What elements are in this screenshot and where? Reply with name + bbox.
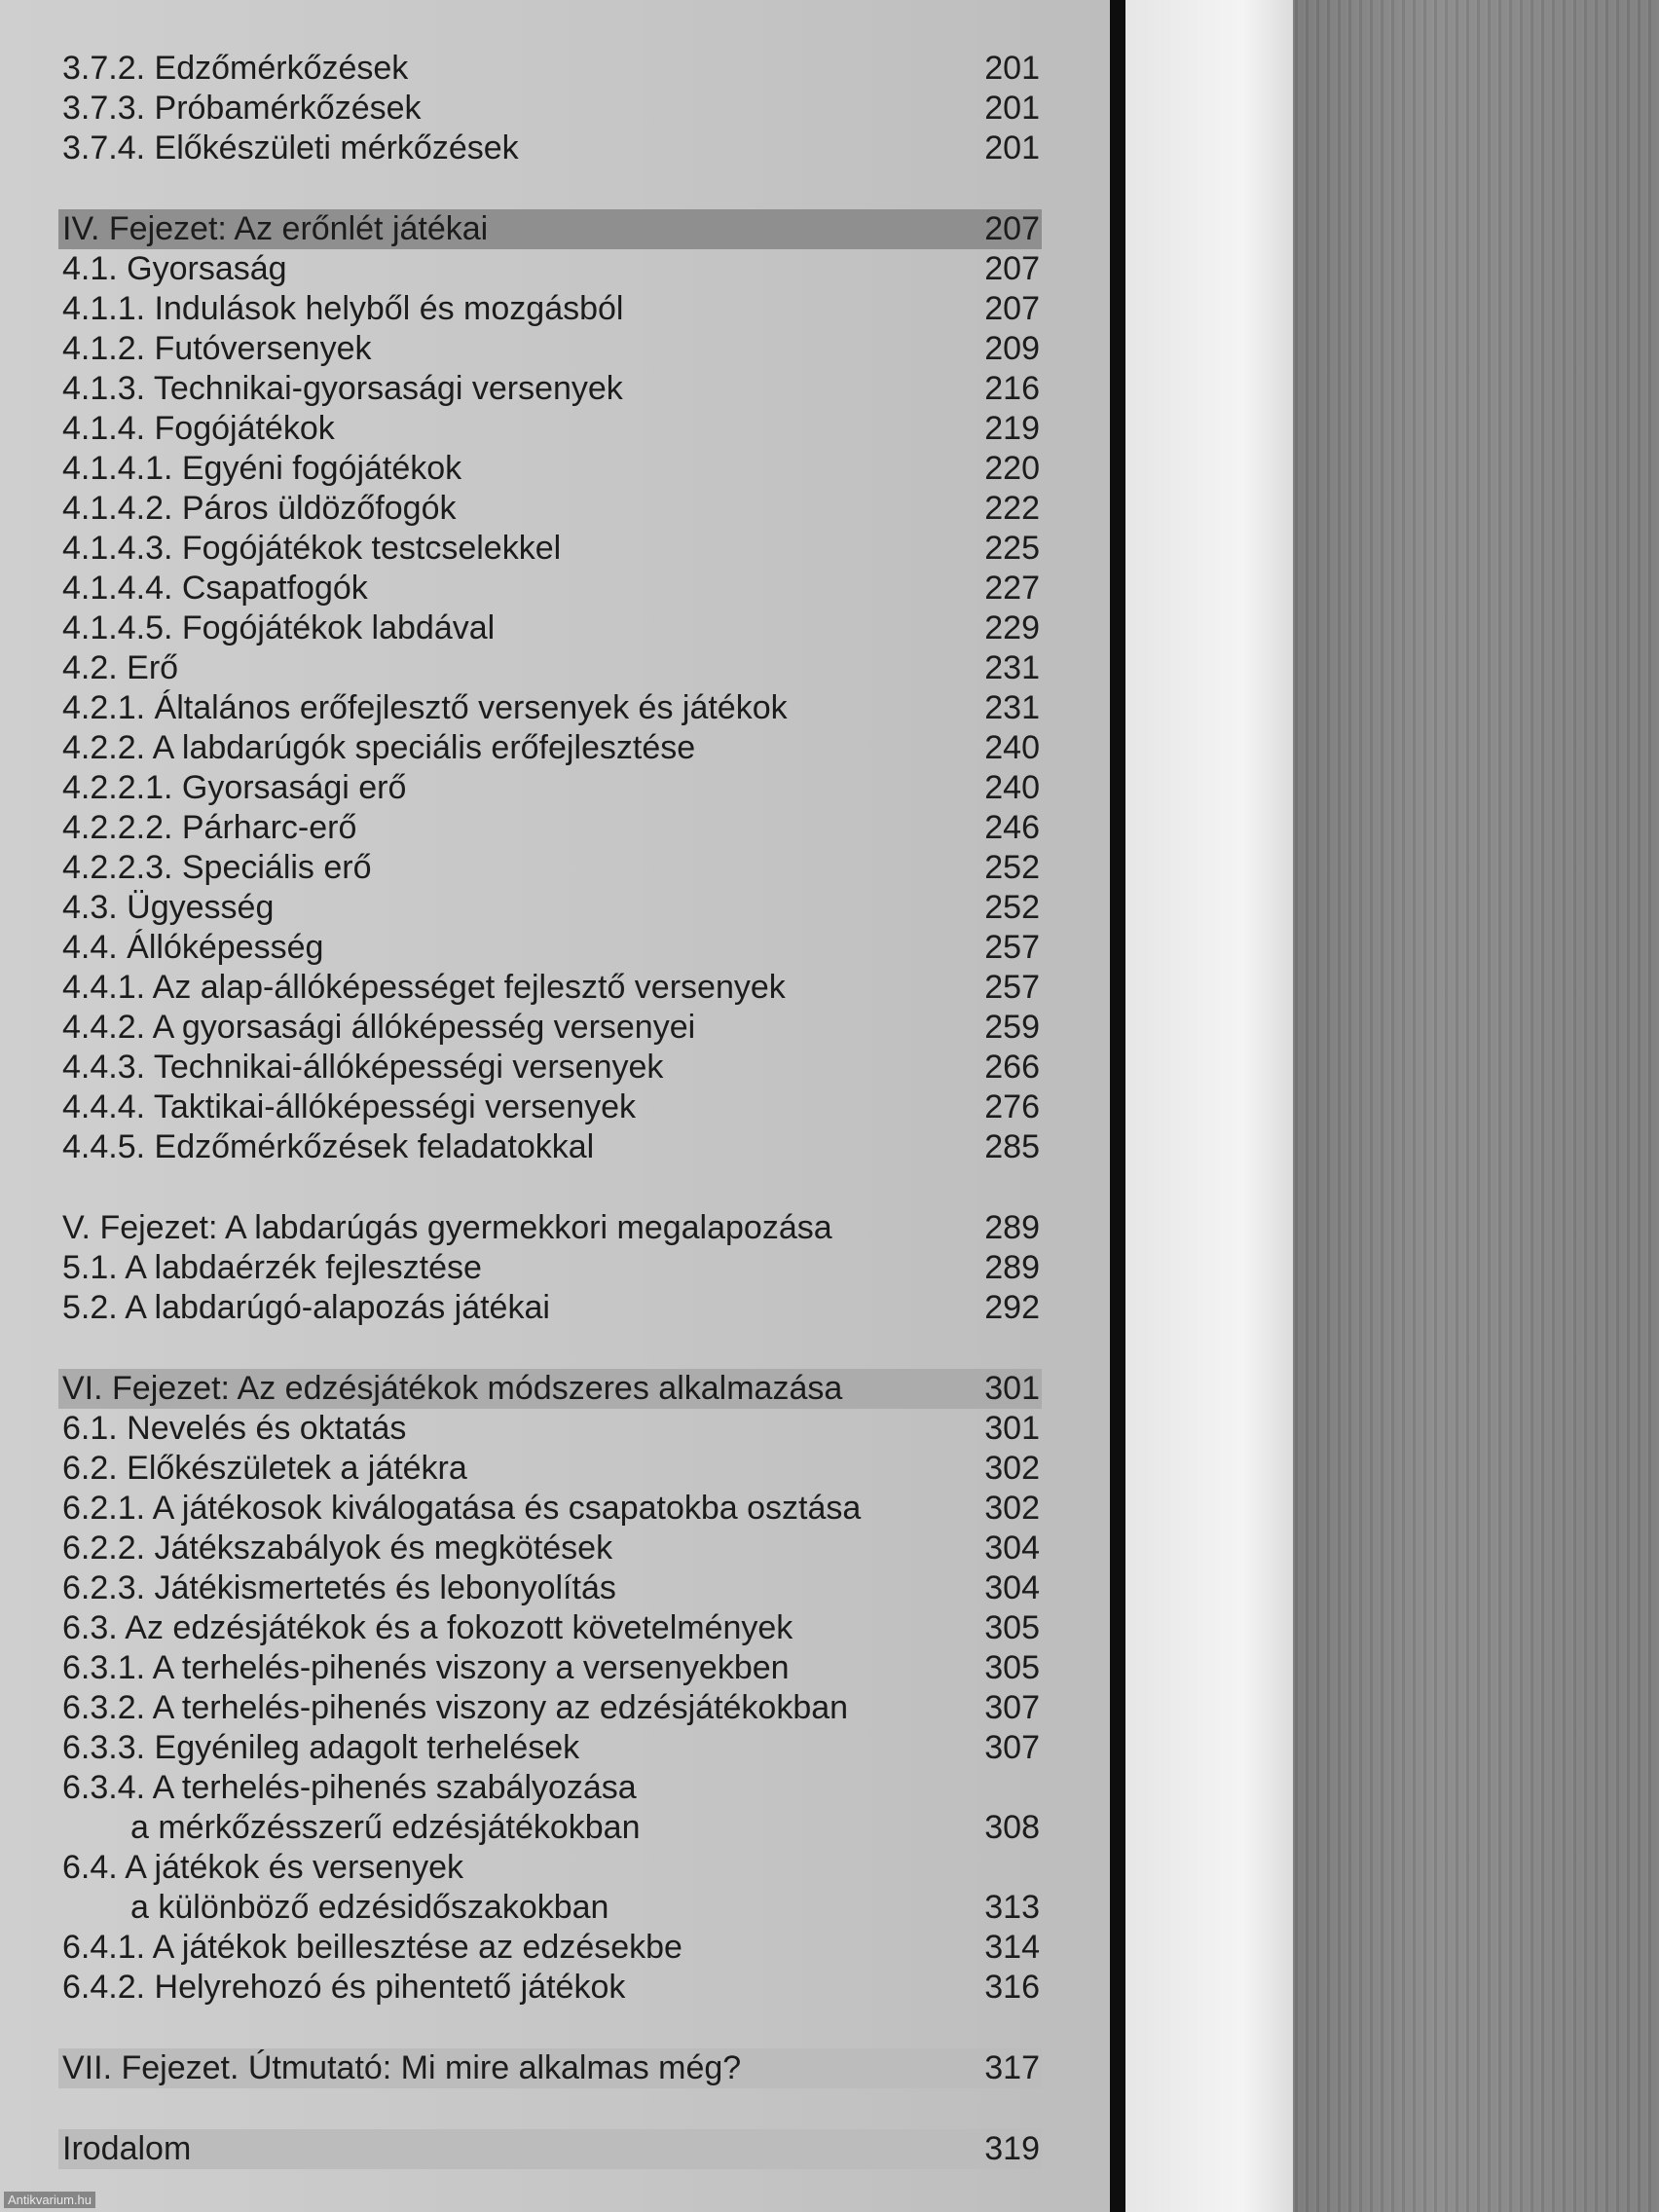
toc-entry-title (62, 1768, 641, 1848)
toc-entry (58, 728, 1042, 768)
toc-entry (58, 928, 1042, 968)
toc-entry-title-line1: 6.3.4. A terhelés-pihenés szabályozása (62, 1769, 637, 1806)
toc-entry-title: VII. Fejezet. Útmutató: Mi mire alkalmas még? (62, 2049, 742, 2086)
toc-entry-page: 307 (984, 1689, 1040, 1726)
toc-entry (58, 1409, 1042, 1449)
toc-entry (58, 1848, 1042, 1928)
toc-entry-page: 201 (984, 50, 1040, 87)
toc-entry-title: IV. Fejezet: Az erőnlét játékai (62, 210, 489, 247)
toc-entry-title: 6.4.2. Helyrehozó és pihentető játékok (62, 1969, 626, 2006)
toc-entry-page: 308 (984, 1809, 1040, 1846)
watermark: Antikvarium.hu (4, 2192, 95, 2208)
toc-entry-page: 301 (984, 1410, 1040, 1447)
toc-entry (58, 529, 1042, 569)
toc-entry-page: 266 (984, 1049, 1040, 1086)
section-gap (58, 2008, 1042, 2048)
toc-entry-page: 231 (984, 649, 1040, 686)
toc-entry-title: 5.1. A labdaérzék fejlesztése (62, 1249, 482, 1286)
toc-entry (58, 848, 1042, 888)
toc-entry (58, 489, 1042, 529)
toc-entry (58, 1449, 1042, 1489)
toc-entry-title: 4.4. Állóképesség (62, 929, 324, 966)
toc-entry-title: 4.2. Erő (62, 649, 179, 686)
toc-entry-title: 4.1.1. Indulások helyből és mozgásból (62, 290, 624, 327)
toc-entry (58, 688, 1042, 728)
toc-entry-title: 3.7.4. Előkészületi mérkőzések (62, 129, 519, 166)
toc-entry-title: 4.1.4. Fogójátékok (62, 410, 335, 447)
toc-entry (58, 1088, 1042, 1127)
toc-entry-title: 6.4.1. A játékok beillesztése az edzésekbe (62, 1929, 682, 1966)
toc-entry-page: 307 (984, 1729, 1040, 1766)
toc-entry-page: 222 (984, 490, 1040, 527)
toc-entry-title: 6.3.1. A terhelés-pihenés viszony a versenyekben (62, 1649, 790, 1686)
facing-sheet (1125, 0, 1293, 2212)
toc-entry-page: 252 (984, 889, 1040, 926)
toc-entry-page: 216 (984, 370, 1040, 407)
toc-entry-page: 201 (984, 129, 1040, 166)
toc-entry-page: 302 (984, 1450, 1040, 1487)
toc-entry (58, 49, 1042, 89)
toc-entry (58, 1568, 1042, 1608)
toc-entry (58, 1048, 1042, 1088)
toc-entry-title: 4.4.5. Edzőmérkőzések feladatokkal (62, 1128, 595, 1165)
toc-entry-title: 6.3.2. A terhelés-pihenés viszony az edzésjátékokban (62, 1689, 849, 1726)
toc-entry (58, 1248, 1042, 1288)
toc-entry-page: 316 (984, 1969, 1040, 2006)
toc-entry-page: 246 (984, 809, 1040, 846)
toc-entry (58, 1968, 1042, 2008)
chapter-heading (58, 2129, 1042, 2169)
toc-entry-page: 304 (984, 1569, 1040, 1606)
toc-entry-title: 4.1.4.4. Csapatfogók (62, 570, 368, 607)
toc-entry-page: 313 (984, 1889, 1040, 1926)
chapter-heading (58, 2048, 1042, 2088)
section-gap (58, 168, 1042, 209)
section-gap (58, 1328, 1042, 1369)
chapter-heading (58, 1369, 1042, 1409)
toc-entry-page: 227 (984, 570, 1040, 607)
toc-entry (58, 1489, 1042, 1529)
toc-entry (58, 569, 1042, 608)
toc-entry-page: 292 (984, 1289, 1040, 1326)
toc-entry-page: 207 (984, 210, 1040, 247)
toc-entry-page: 229 (984, 609, 1040, 646)
toc-entry-title: VI. Fejezet: Az edzésjátékok módszeres alkalmazása (62, 1370, 843, 1407)
section-gap (58, 1167, 1042, 1208)
toc-entry-title: 4.4.2. A gyorsasági állóképesség versenyei (62, 1009, 696, 1046)
toc-entry-title: 6.3. Az edzésjátékok és a fokozott követelmények (62, 1609, 793, 1646)
toc-entry-title: 4.1.4.1. Egyéni fogójátékok (62, 450, 462, 487)
toc-entry-page: 289 (984, 1249, 1040, 1286)
toc-entry-page: 304 (984, 1530, 1040, 1567)
toc-entry-title: 6.2.1. A játékosok kiválogatása és csapatokba osztása (62, 1490, 862, 1527)
toc-entry-title: V. Fejezet: A labdarúgás gyermekkori megalapozása (62, 1209, 832, 1246)
toc-entry-page: 201 (984, 90, 1040, 127)
toc-entry-page: 319 (984, 2130, 1040, 2167)
toc-entry-title: Irodalom (62, 2130, 192, 2167)
toc-entry (58, 369, 1042, 409)
toc-entry (58, 648, 1042, 688)
toc-entry-title: 4.4.1. Az alap-állóképességet fejlesztő versenyek (62, 969, 786, 1006)
toc-entry-title: 4.2.2.1. Gyorsasági erő (62, 769, 407, 806)
toc-entry (58, 249, 1042, 289)
toc-entry-title: 4.2.2.3. Speciális erő (62, 849, 372, 886)
toc-entry-title: 6.1. Nevelés és oktatás (62, 1410, 407, 1447)
toc-entry-page: 302 (984, 1490, 1040, 1527)
toc-entry-page: 220 (984, 450, 1040, 487)
toc-entry (58, 968, 1042, 1008)
toc-entry-page: 314 (984, 1929, 1040, 1966)
toc-entry-title: 4.1. Gyorsaság (62, 250, 287, 287)
toc-entry (58, 129, 1042, 168)
toc-entry (58, 449, 1042, 489)
toc-entry-page: 276 (984, 1088, 1040, 1125)
toc-entry-page: 219 (984, 410, 1040, 447)
toc-entry-page: 207 (984, 290, 1040, 327)
toc-entry-page: 240 (984, 769, 1040, 806)
toc-entry-title: 4.2.2. A labdarúgók speciális erőfejlesztése (62, 729, 696, 766)
toc-entry-title: 4.4.3. Technikai-állóképességi versenyek (62, 1049, 664, 1086)
toc-entry-page: 305 (984, 1609, 1040, 1646)
toc-entry (58, 1529, 1042, 1568)
toc-entry (58, 1928, 1042, 1968)
toc-entry-title: 4.1.3. Technikai-gyorsasági versenyek (62, 370, 623, 407)
toc-entry-page: 259 (984, 1009, 1040, 1046)
toc-entry-title: 4.3. Ügyesség (62, 889, 275, 926)
toc-entry-title: 4.1.4.5. Fogójátékok labdával (62, 609, 496, 646)
toc-entry-title: 6.2.3. Játékismertetés és lebonyolítás (62, 1569, 616, 1606)
toc-entry (58, 1608, 1042, 1648)
toc-entry-page: 317 (984, 2049, 1040, 2086)
toc-entry-title: 6.2. Előkészületek a játékra (62, 1450, 467, 1487)
toc-entry (58, 808, 1042, 848)
toc-entry-page: 285 (984, 1128, 1040, 1165)
toc-entry-title-line2: a különböző edzésidőszakokban (130, 1889, 609, 1926)
toc-entry-title (62, 1848, 608, 1928)
toc-entry-page: 289 (984, 1209, 1040, 1246)
chapter-heading (58, 1208, 1042, 1248)
toc-entry (58, 1127, 1042, 1167)
toc-entry-title: 4.1.4.2. Páros üldözőfogók (62, 490, 457, 527)
toc-entry (58, 1728, 1042, 1768)
toc-entry-page: 207 (984, 250, 1040, 287)
toc-entry-title: 3.7.3. Próbamérkőzések (62, 90, 422, 127)
toc-entry-page: 240 (984, 729, 1040, 766)
toc-entry (58, 1008, 1042, 1048)
toc-entry-title-line1: 6.4. A játékok és versenyek (62, 1849, 464, 1886)
toc-entry-page: 252 (984, 849, 1040, 886)
toc-entry (58, 1768, 1042, 1848)
toc-entry-page: 231 (984, 689, 1040, 726)
toc-entry-page: 225 (984, 530, 1040, 567)
toc-entry-title: 4.4.4. Taktikai-állóképességi versenyek (62, 1088, 637, 1125)
toc-entry-title: 3.7.2. Edzőmérkőzések (62, 50, 409, 87)
toc-entry-page: 257 (984, 929, 1040, 966)
chapter-heading (58, 209, 1042, 249)
toc-entry (58, 409, 1042, 449)
section-gap (58, 2088, 1042, 2129)
toc-entry-page: 209 (984, 330, 1040, 367)
toc-entry-title: 6.2.2. Játékszabályok és megkötések (62, 1530, 613, 1567)
toc-entry (58, 608, 1042, 648)
toc-entry (58, 289, 1042, 329)
toc-entry-page: 305 (984, 1649, 1040, 1686)
table-of-contents (58, 49, 1042, 2169)
toc-entry-title: 4.2.1. Általános erőfejlesztő versenyek és játékok (62, 689, 788, 726)
toc-entry-title: 6.3.3. Egyénileg adagolt terhelések (62, 1729, 580, 1766)
toc-entry (58, 1688, 1042, 1728)
toc-entry-title: 5.2. A labdarúgó-alapozás játékai (62, 1289, 550, 1326)
toc-entry (58, 329, 1042, 369)
page-edge (1110, 0, 1125, 2212)
toc-entry-title: 4.1.4.3. Fogójátékok testcselekkel (62, 530, 562, 567)
toc-entry-title-line2: a mérkőzésszerű edzésjátékokban (130, 1809, 641, 1846)
toc-entry (58, 888, 1042, 928)
wooden-surface (1293, 0, 1659, 2212)
toc-entry-title: 4.2.2.2. Párharc-erő (62, 809, 357, 846)
toc-entry (58, 768, 1042, 808)
toc-entry (58, 1288, 1042, 1328)
toc-entry-title: 4.1.2. Futóversenyek (62, 330, 372, 367)
toc-entry (58, 1648, 1042, 1688)
toc-entry-page: 301 (984, 1370, 1040, 1407)
toc-entry-page: 257 (984, 969, 1040, 1006)
toc-entry (58, 89, 1042, 129)
